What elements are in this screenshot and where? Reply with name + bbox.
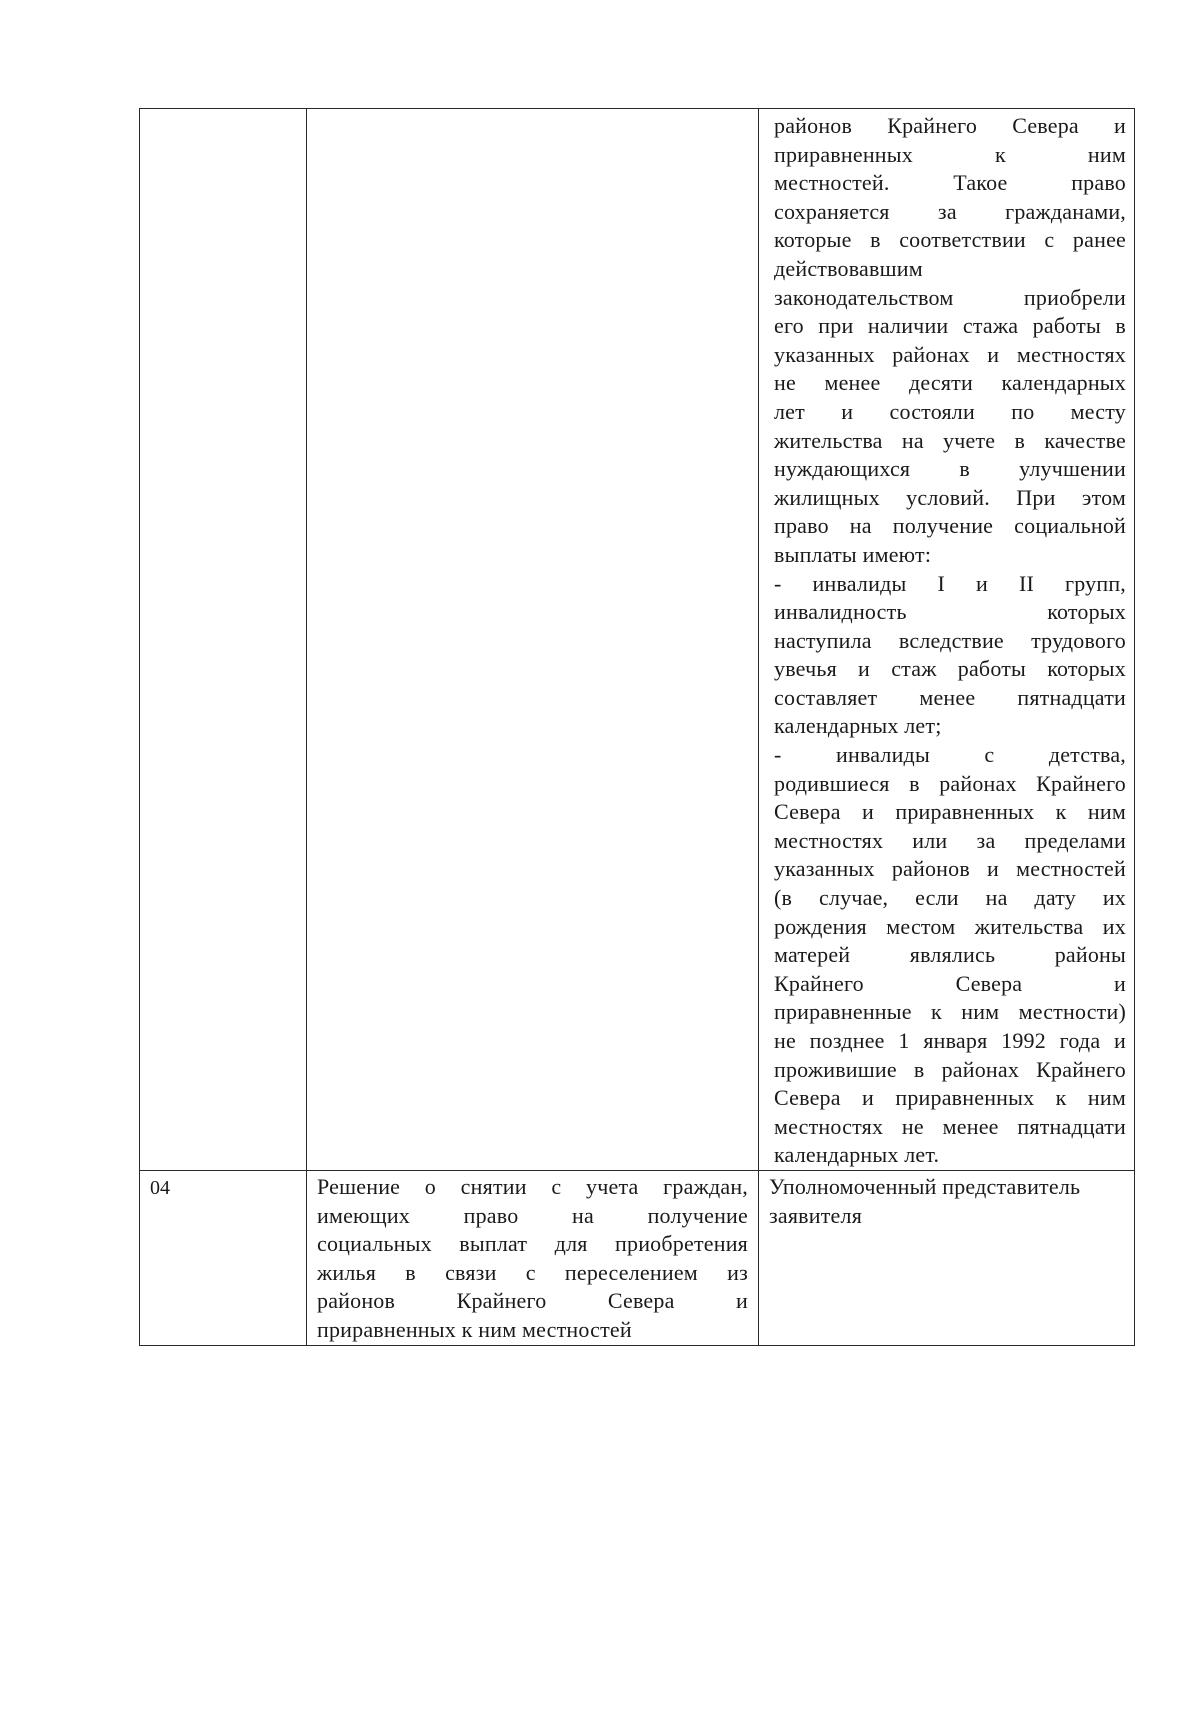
text-line: приравненных к ним местностей [317, 1316, 632, 1342]
row2-applicant-cell [759, 1170, 1135, 1345]
row1-name-cell [307, 109, 759, 1171]
text-line: рождения местом жительства их [774, 913, 1126, 939]
text-line: проживишие в районах Крайнего [774, 1056, 1126, 1082]
text-line: не менее десяти календарных [774, 370, 1126, 396]
text-line: лет и состояли по месту [774, 398, 1126, 424]
text-line: сохраняется за гражданами, [774, 198, 1126, 224]
text-line: составляет менее пятнадцати [774, 684, 1126, 710]
text-line: Решение о снятии с учета граждан, [317, 1173, 748, 1199]
text-line: Севера и приравненных к ним [774, 799, 1126, 825]
row1-number-cell [140, 109, 307, 1171]
text-line: право на получение социальной [774, 513, 1126, 539]
text-line: указанных районов и местностей [774, 856, 1126, 882]
text-line: местностях или за пределами [774, 827, 1126, 853]
text-line: родившиеся в районах Крайнего [774, 770, 1126, 796]
row1-description-cell [759, 109, 1135, 1171]
text-line: календарных лет. [774, 1142, 940, 1168]
text-line: жилищных условий. При этом [774, 484, 1126, 510]
row2-number-cell [140, 1170, 307, 1345]
text-line: жилья в связи с переселением из [317, 1259, 748, 1285]
table-row [140, 109, 1135, 1171]
text-line: которые в соответствии с ранее [774, 227, 1126, 253]
text-line: жительства на учете в качестве [774, 427, 1126, 453]
text-line: Крайнего Севера и [774, 970, 1126, 996]
text-line: нуждающихся в улучшении [774, 456, 1126, 482]
document-table [139, 108, 1135, 1346]
text-line: районов Крайнего Севера и [774, 113, 1126, 138]
text-line: не позднее 1 января 1992 года и [774, 1028, 1126, 1053]
text-line: наступила вследствие трудового [774, 627, 1126, 653]
text-line: увечья и стаж работы которых [774, 656, 1126, 682]
text-line: имеющих право на получение [317, 1202, 748, 1228]
text-line: местностях не менее пятнадцати [774, 1113, 1126, 1139]
text-line: указанных районах и местностях [774, 341, 1126, 367]
row1-description-text [759, 109, 1134, 1170]
text-line: выплаты имеют: [774, 541, 932, 567]
row2-name-cell [307, 1170, 759, 1345]
text-line: заявителя [769, 1202, 863, 1228]
table-row [140, 1170, 1135, 1345]
text-line: инвалидность которых [774, 599, 1126, 625]
text-line: его при наличии стажа работы в [774, 313, 1126, 339]
text-line: действовавшим [774, 255, 923, 281]
text-line: календарных лет; [774, 713, 942, 739]
text-line: местностей. Такое право [774, 170, 1126, 196]
text-line: - инвалиды I и II групп, [774, 570, 1126, 596]
text-line: Севера и приравненных к ним [774, 1085, 1126, 1111]
text-line: приравненные к ним местности) [774, 999, 1126, 1025]
text-line: Уполномоченный представитель [769, 1173, 1081, 1199]
text-line: (в случае, если на дату их [774, 885, 1126, 911]
row-number: 04 [150, 1176, 170, 1199]
text-line: приравненных к ним [774, 141, 1126, 167]
row2-name-text [307, 1171, 758, 1345]
text-line: социальных выплат для приобретения [317, 1231, 748, 1257]
text-line: матерей являлись районы [774, 942, 1126, 968]
text-line: - инвалиды с детства, [774, 742, 1126, 768]
text-line: районов Крайнего Севера и [317, 1288, 748, 1314]
row2-applicant-text [759, 1171, 1134, 1230]
text-line: законодательством приобрели [774, 284, 1126, 310]
